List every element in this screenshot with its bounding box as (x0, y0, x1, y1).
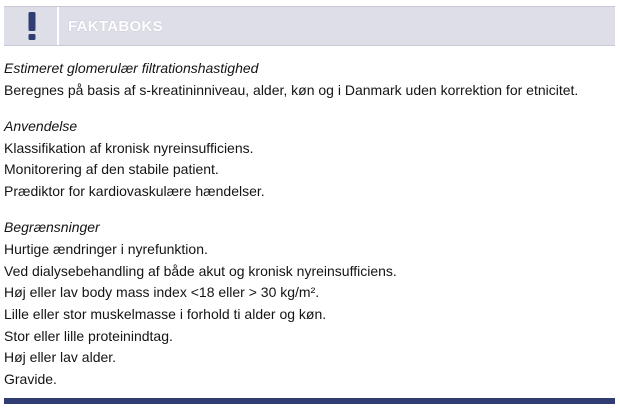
section-limitations (4, 218, 610, 391)
section-heading: Estimeret glomerulær filtrationshastighed (4, 60, 259, 76)
text-line: Lille eller stor muskelmasse i forhold ti alder og køn. (4, 305, 327, 322)
fact-box-content (4, 59, 610, 391)
section-heading: Begrænsninger (4, 218, 100, 235)
section-usage (4, 117, 610, 203)
bottom-rule (4, 398, 615, 404)
section-heading: Anvendelse (4, 117, 78, 134)
text-line: Gravide. (4, 371, 57, 388)
text-line: Prædiktor for kardiovaskulære hændelser. (4, 183, 265, 200)
text-line: Klassifikation af kronisk nyreinsufficiens. (4, 139, 254, 156)
fact-box-title: FAKTABOKS (68, 18, 163, 35)
text-line: Ved dialysebehandling af både akut og kronisk nyreinsufficiens. (4, 262, 397, 279)
header-divider (57, 7, 59, 45)
exclamation-icon (13, 8, 51, 44)
text-line: Monitorering af den stabile patient. (4, 161, 219, 178)
text-line: Hurtige ændringer i nyrefunktion. (4, 240, 208, 257)
fact-box-header (4, 6, 615, 46)
text-line: Beregnes på basis af s-kreatininniveau, alder, køn og i Danmark uden korrektion for etnicitet. (4, 82, 579, 98)
text-line: Stor eller lille proteinindtag. (4, 327, 173, 344)
section-estimated-gfr (4, 59, 610, 102)
text-line: Høj eller lav alder. (4, 349, 117, 366)
text-line: Høj eller lav body mass index <18 eller > 30 kg/m². (4, 284, 320, 301)
